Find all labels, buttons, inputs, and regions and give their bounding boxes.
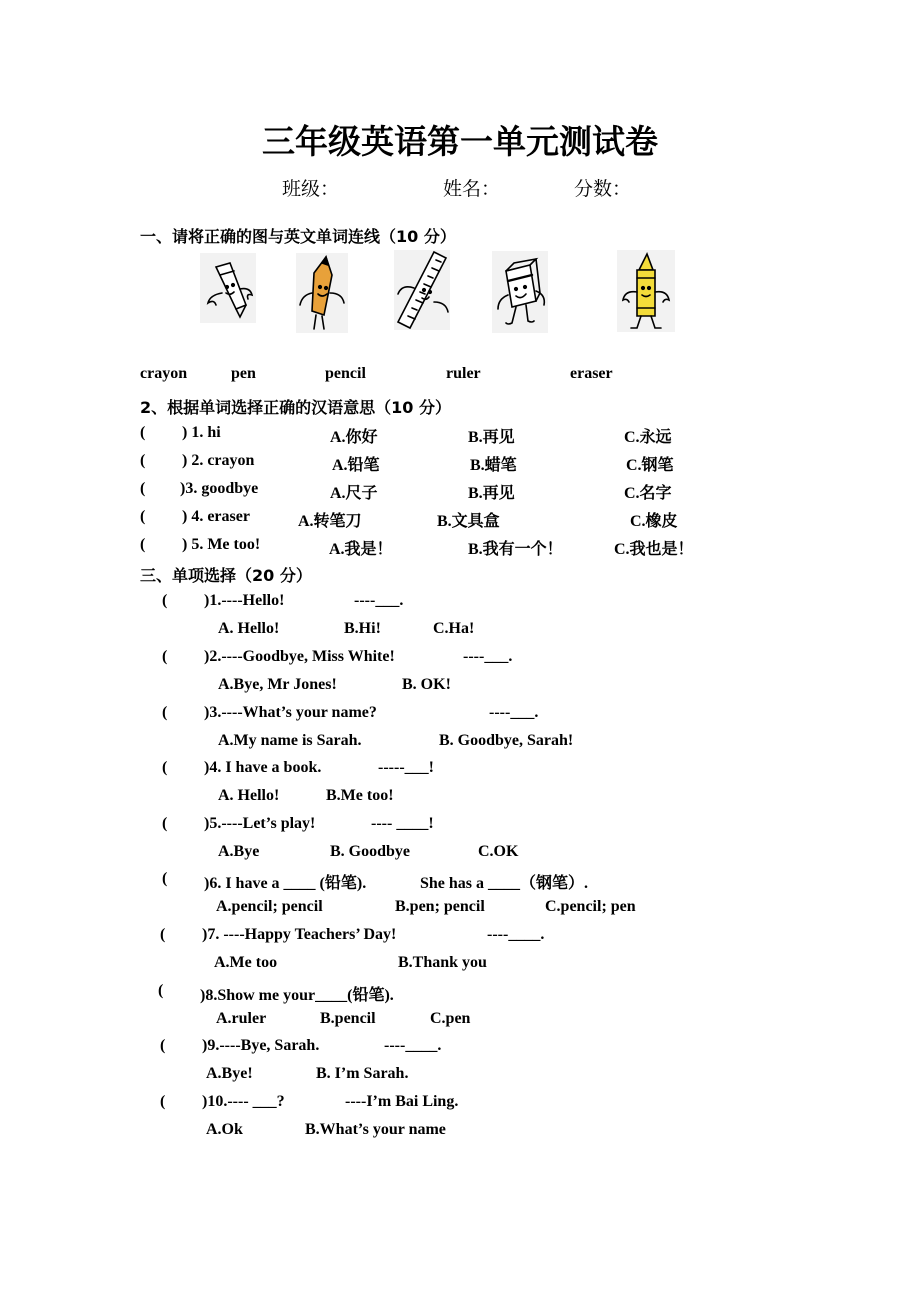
pencil-picture xyxy=(296,253,348,333)
option-c: C.我也是！ xyxy=(614,541,694,558)
option-c: C.Ha! xyxy=(433,620,475,637)
option-b: B.蜡笔 xyxy=(470,457,517,474)
answer-paren: ( xyxy=(140,452,146,469)
option-b: B.文具盒 xyxy=(437,513,500,530)
option-a: A.Bye xyxy=(218,843,260,860)
reply-blank: ----___. xyxy=(489,704,539,721)
answer-paren: ( xyxy=(140,424,146,441)
reply-blank: ----I’m Bai Ling. xyxy=(345,1093,459,1110)
answer-paren: ( xyxy=(160,1037,166,1054)
word-ruler: ruler xyxy=(446,365,481,382)
question-text: ) 4. eraser xyxy=(182,508,250,525)
answer-paren: ( xyxy=(162,870,168,887)
section3-heading: 三、单项选择（20 分） xyxy=(140,566,312,585)
option-b: B.Hi! xyxy=(344,620,381,637)
option-c: C.橡皮 xyxy=(630,513,678,530)
question-text: )8.Show me your____(铅笔). xyxy=(200,987,394,1004)
option-c: C.pen xyxy=(430,1010,471,1027)
reply-blank: ----____. xyxy=(487,926,545,943)
question-text: )6. I have a ____ (铅笔). xyxy=(204,875,367,892)
answer-paren: ( xyxy=(162,704,168,721)
answer-paren: ( xyxy=(140,536,146,553)
question-text: )9.----Bye, Sarah. xyxy=(202,1037,320,1054)
reply-blank: ----____. xyxy=(384,1037,442,1054)
word-crayon: crayon xyxy=(140,365,188,382)
question-text: )1.----Hello! xyxy=(204,592,285,609)
answer-paren: ( xyxy=(162,759,168,776)
reply-blank: -----___! xyxy=(378,759,434,776)
option-c: C.钢笔 xyxy=(626,457,674,474)
word-pencil: pencil xyxy=(325,365,366,382)
option-b: B. Goodbye xyxy=(330,843,411,860)
answer-paren: ( xyxy=(160,1093,166,1110)
question-text: )7. ----Happy Teachers’ Day! xyxy=(202,926,397,943)
option-a: A.你好 xyxy=(330,429,378,446)
option-a: A.转笔刀 xyxy=(298,513,362,530)
answer-paren: ( xyxy=(160,926,166,943)
class-label: 班级： xyxy=(282,178,340,200)
ruler-picture xyxy=(394,250,450,330)
option-a: A.Bye, Mr Jones! xyxy=(218,676,337,693)
eraser-picture xyxy=(492,251,548,333)
question-text: ) 2. crayon xyxy=(182,452,255,469)
option-b: B.pencil xyxy=(320,1010,376,1027)
option-a: A. Hello! xyxy=(218,620,280,637)
option-a: A.pencil; pencil xyxy=(216,898,323,915)
reply-blank: ----___. xyxy=(354,592,404,609)
option-b: B. I’m Sarah. xyxy=(316,1065,409,1082)
question-text: )10.---- ___? xyxy=(202,1093,285,1110)
option-b: B.pen; pencil xyxy=(395,898,485,915)
answer-paren: ( xyxy=(140,480,146,497)
option-c: C.永远 xyxy=(624,429,672,446)
question-text: )3. goodbye xyxy=(180,480,259,497)
option-b: B.再见 xyxy=(468,429,515,446)
reply-blank: She has a ____（钢笔）. xyxy=(420,875,589,892)
section2-heading: 2、根据单词选择正确的汉语意思（10 分） xyxy=(140,398,451,417)
reply-blank: ---- ____! xyxy=(371,815,434,832)
name-label: 姓名： xyxy=(443,178,501,200)
answer-paren: ( xyxy=(162,592,168,609)
word-pen: pen xyxy=(231,365,256,382)
option-b: B. Goodbye, Sarah! xyxy=(439,732,574,749)
option-c: C.OK xyxy=(478,843,519,860)
option-b: B.我有一个！ xyxy=(468,541,563,558)
answer-paren: ( xyxy=(162,648,168,665)
question-text: )4. I have a book. xyxy=(204,759,322,776)
option-b: B. OK! xyxy=(402,676,451,693)
answer-paren: ( xyxy=(162,815,168,832)
option-a: A.My name is Sarah. xyxy=(218,732,362,749)
option-a: A.Bye! xyxy=(206,1065,253,1082)
question-text: )3.----What’s your name? xyxy=(204,704,377,721)
question-text: )2.----Goodbye, Miss White! xyxy=(204,648,395,665)
option-c: C.名字 xyxy=(624,485,672,502)
word-eraser: eraser xyxy=(570,365,613,382)
reply-blank: ----___. xyxy=(463,648,513,665)
option-b: B.Thank you xyxy=(398,954,487,971)
answer-paren: ( xyxy=(140,508,146,525)
option-a: A.Me too xyxy=(214,954,278,971)
option-a: A.Ok xyxy=(206,1121,243,1138)
answer-paren: ( xyxy=(158,982,164,999)
option-a: A.尺子 xyxy=(330,485,378,502)
pen-picture xyxy=(200,253,256,323)
page-title: 三年级英语第一单元测试卷 xyxy=(262,122,658,161)
crayon-picture xyxy=(617,250,675,332)
option-b: B.Me too! xyxy=(326,787,394,804)
question-text: ) 1. hi xyxy=(182,424,221,441)
option-a: A.ruler xyxy=(216,1010,267,1027)
option-c: C.pencil; pen xyxy=(545,898,636,915)
question-text: )5.----Let’s play! xyxy=(204,815,316,832)
option-a: A.我是！ xyxy=(329,541,393,558)
option-b: B.What’s your name xyxy=(305,1121,446,1138)
section1-heading: 一、请将正确的图与英文单词连线（10 分） xyxy=(140,227,456,246)
option-a: A. Hello! xyxy=(218,787,280,804)
score-label: 分数： xyxy=(574,178,632,200)
option-a: A.铅笔 xyxy=(332,457,380,474)
question-text: ) 5. Me too! xyxy=(182,536,261,553)
option-b: B.再见 xyxy=(468,485,515,502)
